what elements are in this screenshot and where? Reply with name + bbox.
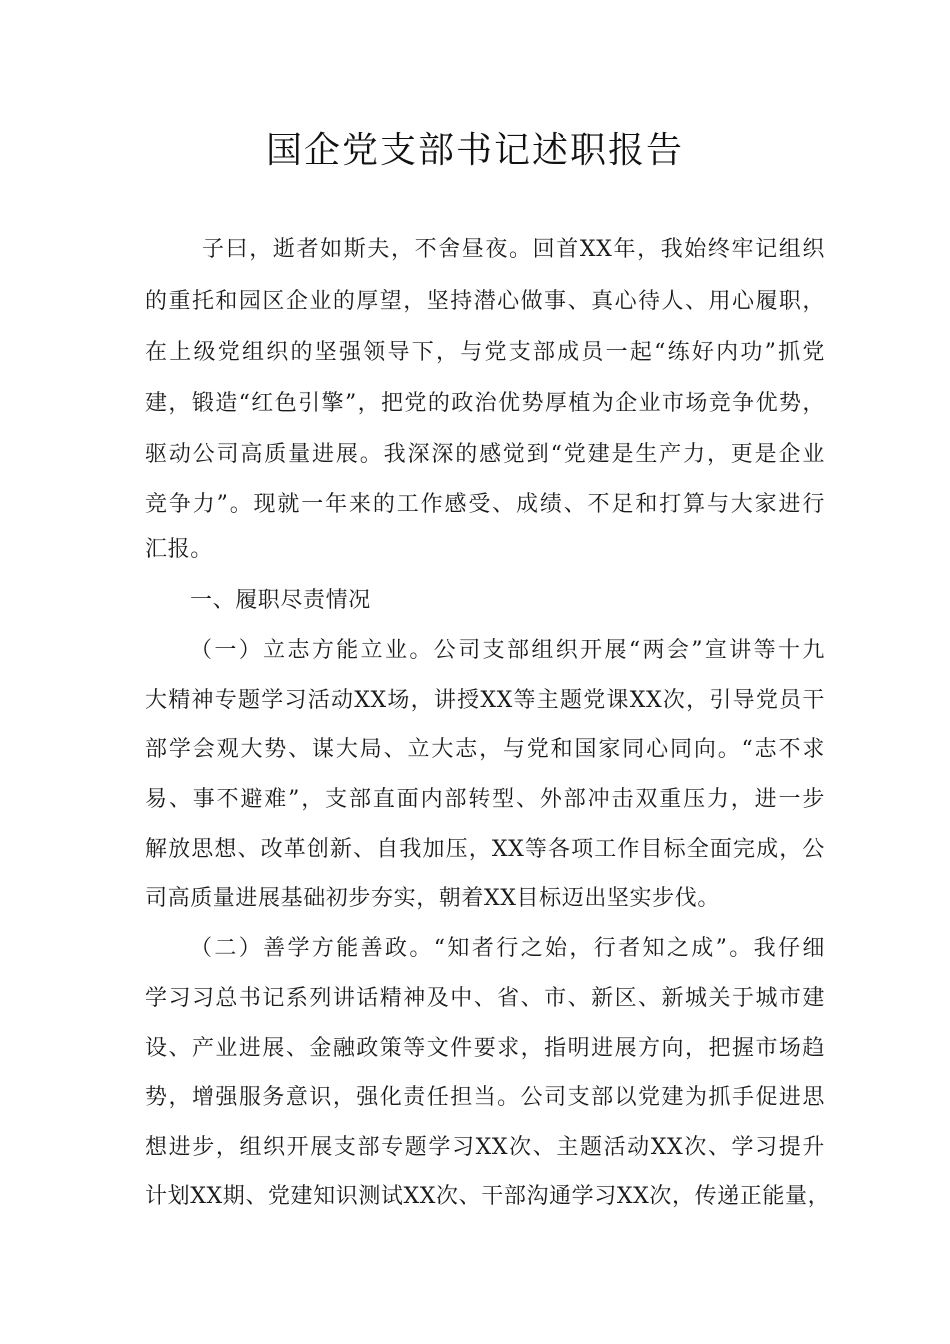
paragraph-line: 在上级党组织的坚强领导下，与党支部成员一起“练好内功”抓党 [145,340,825,365]
paragraph-line: （一）立志方能立业。公司支部组织开展“两会”宣讲等十九 [190,638,825,663]
paragraph-line: 汇报。 [145,537,213,562]
paragraph-line: 建，锻造“红色引擎”，把党的政治优势厚植为企业市场竞争优势， [145,391,825,416]
document-title: 国企党支部书记述职报告 [265,130,684,171]
paragraph-line: 竞争力”。现就一年来的工作感受、成绩、不足和打算与大家进行 [145,492,825,517]
paragraph-line: 解放思想、改革创新、自我加压，XX等各项工作目标全面完成，公 [145,837,825,862]
paragraph-line: 部学会观大势、谋大局、立大志，与党和国家同心同向。“志不求 [145,737,825,762]
section-heading: 一、履职尽责情况 [190,588,371,613]
paragraph-line: 大精神专题学习活动XX场，讲授XX等主题党课XX次，引导党员干 [145,688,825,713]
paragraph-line: 易、事不避难”，支部直面内部转型、外部冲击双重压力，进一步 [145,787,825,812]
paragraph-line: 子曰，逝者如斯夫，不舍昼夜。回首XX年，我始终牢记组织 [202,237,825,262]
paragraph-line: 设、产业进展、金融政策等文件要求，指明进展方向，把握市场趋 [145,1036,825,1061]
paragraph-line: 想进步，组织开展支部专题学习XX次、主题活动XX次、学习提升 [145,1135,825,1160]
paragraph-line: 的重托和园区企业的厚望，坚持潜心做事、真心待人、用心履职， [145,289,825,314]
paragraph-line: 学习习总书记系列讲话精神及中、省、市、新区、新城关于城市建 [145,986,825,1011]
paragraph-line: 计划XX期、党建知识测试XX次、干部沟通学习XX次，传递正能量， [145,1184,831,1209]
paragraph-line: 势，增强服务意识，强化责任担当。公司支部以党建为抓手促进思 [145,1085,825,1110]
paragraph-line: 司高质量进展基础初步夯实，朝着XX目标迈出坚实步伐。 [145,886,720,911]
paragraph-line: 驱动公司高质量进展。我深深的感觉到“党建是生产力，更是企业 [145,442,825,467]
paragraph-line: （二）善学方能善政。“知者行之始，行者知之成”。我仔细 [190,936,825,961]
